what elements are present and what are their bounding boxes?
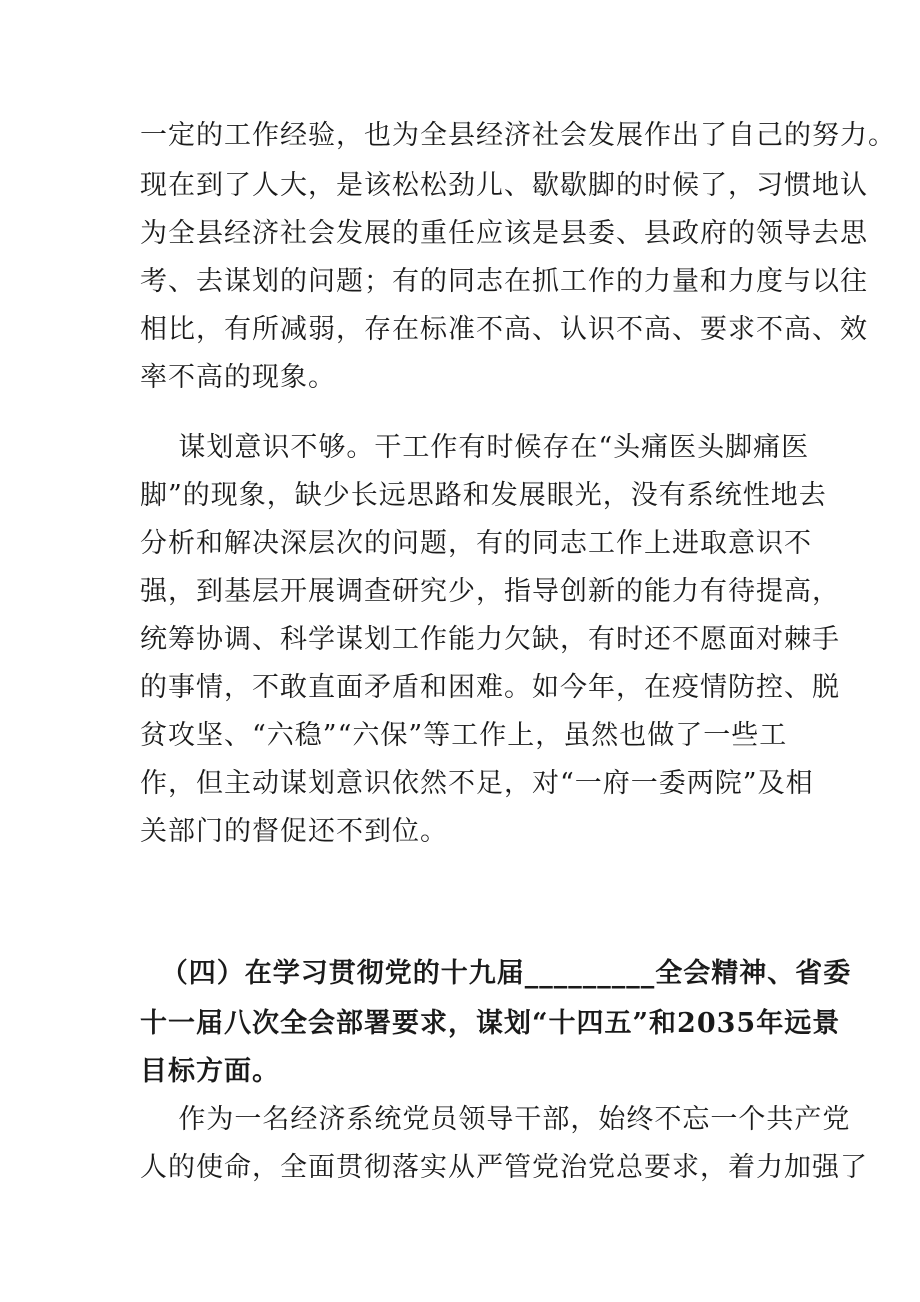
paragraph-2-line-7: 贫攻坚、“六稳”“六保”等工作上，虽然也做了一些工 [140,720,788,751]
paragraph-2-line-8: 作，但主动谋划意识依然不足，对“一府一委两院”及相 [140,768,814,799]
paragraph-1-line-1: 一定的工作经验，也为全县经济社会发展作出了自己的努力。 [140,120,896,151]
paragraph-2-line-2: 脚”的现象，缺少长远思路和发展眼光，没有系统性地去 [140,480,827,511]
paragraph-1-line-2: 现在到了人大，是该松松劲儿、歇歇脚的时候了，习惯地认 [140,170,868,201]
paragraph-1-line-4: 考、去谋划的问题；有的同志在抓工作的力量和力度与以往 [140,266,868,297]
paragraph-1-line-3: 为全县经济社会发展的重任应该是县委、县政府的领导去思 [140,218,868,249]
section-heading-line-1: （四）在学习贯彻党的十九届_________全会精神、省委 [140,958,852,989]
paragraph-1-line-5: 相比，有所减弱，存在标准不高、认识不高、要求不高、效 [140,314,868,345]
paragraph-2-line-1: 谋划意识不够。干工作有时候存在“头痛医头脚痛医 [140,432,810,463]
paragraph-2-line-3: 分析和解决深层次的问题，有的同志工作上进取意识不 [140,528,812,559]
section-heading-line-3: 目标方面。 [140,1056,280,1087]
paragraph-2-line-6: 的事情，不敢直面矛盾和困难。如今年，在疫情防控、脱 [140,672,840,703]
paragraph-2-line-5: 统筹协调、科学谋划工作能力欠缺，有时还不愿面对棘手 [140,624,840,655]
paragraph-3-line-2: 人的使命，全面贯彻落实从严管党治党总要求，着力加强了 [140,1152,868,1183]
section-heading-line-2: 十一届八次全会部署要求，谋划“十四五”和2035年远景 [140,1008,841,1039]
paragraph-3-line-1: 作为一名经济系统党员领导干部，始终不忘一个共产党 [140,1104,851,1135]
paragraph-1-line-6: 率不高的现象。 [140,362,336,393]
paragraph-2-line-4: 强，到基层开展调查研究少，指导创新的能力有待提高， [140,576,840,607]
paragraph-2-line-9: 关部门的督促还不到位。 [140,816,448,847]
